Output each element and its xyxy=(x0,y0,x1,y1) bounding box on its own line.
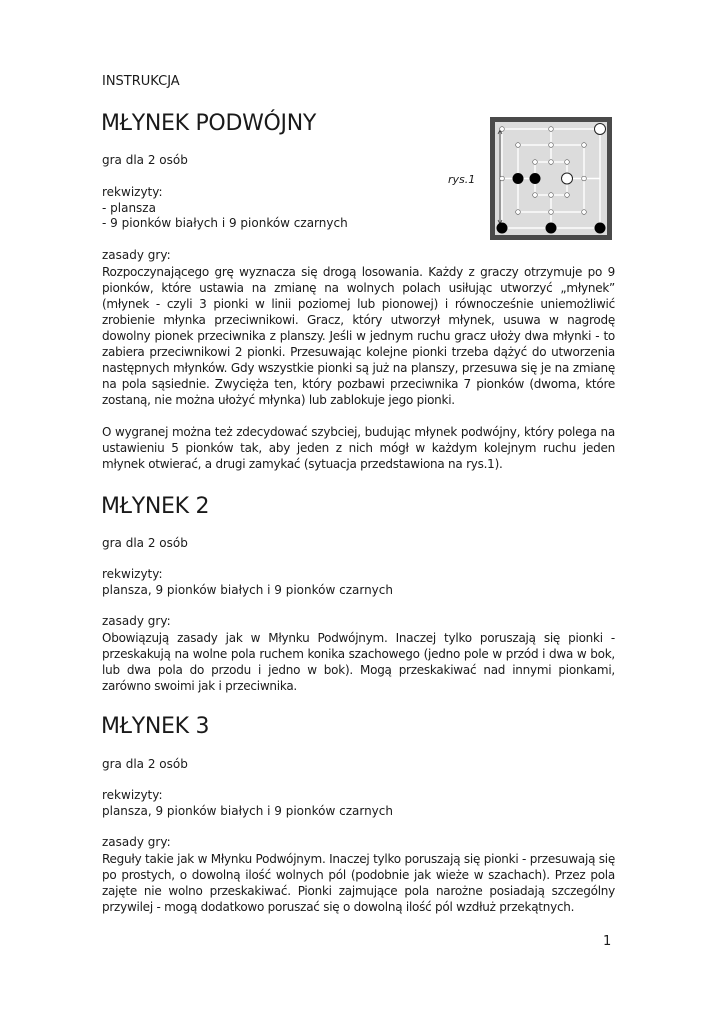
rules-label: zasady gry: xyxy=(102,248,171,262)
requisite-item: - 9 pionków białych i 9 pionków czarnych xyxy=(102,216,348,230)
page-number: 1 xyxy=(603,934,612,949)
document-header: INSTRUKCJA xyxy=(102,74,180,89)
players-info: gra dla 2 osób xyxy=(102,153,188,167)
rules-paragraph: Obowiązują zasady jak w Młynku Podwójnym. Inaczej tylko poruszają się pionki - przeskakują na wolne pola ruchem konika szachowego (jedno pole w przód i dwa w bok, lub dwa pola do przodu i jedno w bok). Mogą przeskakiwać nad innymi pionkami, zarówno swoimi jak i przeciwnika. xyxy=(102,631,615,693)
requisites-label: rekwizyty: xyxy=(102,185,163,199)
black-piece xyxy=(513,173,524,184)
section-title-mlynek-3: MŁYNEK 3 xyxy=(101,714,210,739)
rules-label: zasady gry: xyxy=(102,614,171,628)
mill-board-figure xyxy=(490,117,612,240)
requisites-text: plansza, 9 pionków białych i 9 pionków czarnych xyxy=(102,804,393,818)
players-info: gra dla 2 osób xyxy=(102,757,188,771)
black-piece xyxy=(497,223,508,234)
rules-paragraph: Reguły takie jak w Młynku Podwójnym. Inaczej tylko poruszają się pionki - przesuwają się po prostych, o dowolną ilość wolnych pól (podobnie jak wieże w szachach). Przez pola zajęte nie wolno przeskakiwać. Pionki zajmujące pola narożne posiadają szczególny przywilej - mogą dodatkowo poruszać się o dowolną ilość pól wzdłuż przekątnych. xyxy=(102,852,615,914)
black-piece xyxy=(546,223,557,234)
black-piece xyxy=(595,223,606,234)
rules-paragraph: O wygranej można też zdecydować szybciej, budując młynek podwójny, który polega na ustawieniu 5 pionków tak, aby jeden z nich mógł w każdym kolejnym ruchu jeden młynek otwierać, a drugi zamykać (sytuacja przedstawiona na rys.1). xyxy=(102,425,615,471)
section-title-mlynek-podwojny: MŁYNEK PODWÓJNY xyxy=(101,111,317,136)
white-piece xyxy=(562,173,573,184)
requisites-text: plansza, 9 pionków białych i 9 pionków czarnych xyxy=(102,583,393,597)
requisites-label: rekwizyty: xyxy=(102,567,163,581)
section-title-mlynek-2: MŁYNEK 2 xyxy=(101,494,210,519)
black-piece xyxy=(530,173,541,184)
requisites-label: rekwizyty: xyxy=(102,788,163,802)
requisite-item: - plansza xyxy=(102,201,156,215)
players-info: gra dla 2 osób xyxy=(102,536,188,550)
rules-label: zasady gry: xyxy=(102,835,171,849)
white-piece xyxy=(595,124,606,135)
rules-paragraph: Rozpoczynającego grę wyznacza się drogą losowania. Każdy z graczy otrzymuje po 9 pionków, które ustawia na zmianę na wolnych polach usiłując utworzyć „młynek” (młynek - czyli 3 pionki w linii poziomej lub pionowej) i równocześnie uniemożliwić zrobienie młynka przeciwnikowi. Gracz, który utworzył młynek, usuwa w nagrodę dowolny pionek przeciwnika z planszy. Jeśli w jednym ruchu gracz ułoży dwa młynki - to zabiera przeciwnikowi 2 pionki. Przesuwając kolejne pionki trzeba dążyć do utworzenia następnych młynków. Gdy wszystkie pionki są już na planszy, przesuwa się je na zmianę na pola sąsiednie. Zwycięża ten, który pozbawi przeciwnika 7 pionków (dwoma, które zostaną, nie można ułożyć młynka) lub zablokuje jego pionki. xyxy=(102,265,615,407)
figure-caption: rys.1 xyxy=(448,173,476,186)
